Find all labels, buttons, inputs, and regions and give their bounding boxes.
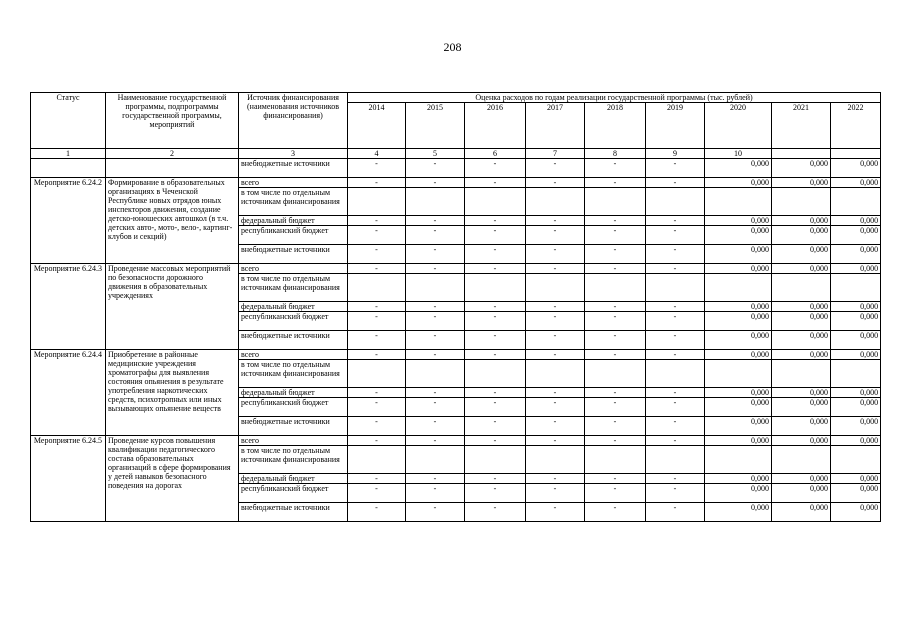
value-cell: 0,000 — [772, 159, 831, 178]
source-cell: всего — [239, 350, 348, 360]
dash-cell: - — [348, 216, 406, 226]
empty-cell — [348, 188, 406, 216]
source-cell: в том числе по отдельным источникам финансирования — [239, 274, 348, 302]
value-cell: 0,000 — [831, 398, 881, 417]
value-cell: 0,000 — [831, 331, 881, 350]
dash-cell: - — [465, 484, 526, 503]
year-header: 2014 — [348, 103, 406, 149]
empty-cell — [705, 188, 772, 216]
dash-cell: - — [348, 331, 406, 350]
value-cell: 0,000 — [831, 178, 881, 188]
value-cell: 0,000 — [705, 245, 772, 264]
source-cell: республиканский бюджет — [239, 312, 348, 331]
table-row — [31, 350, 881, 360]
source-cell: всего — [239, 436, 348, 446]
value-cell: 0,000 — [772, 178, 831, 188]
dash-cell: - — [585, 302, 646, 312]
value-cell: 0,000 — [705, 503, 772, 522]
value-cell: 0,000 — [831, 474, 881, 484]
value-cell: 0,000 — [705, 398, 772, 417]
name-cell: Проведение курсов повышения квалификации педагогического состава образовательных организаций в сфере формирования у детей навыков безопасного поведения на дорогах — [106, 436, 239, 522]
value-cell: 0,000 — [772, 474, 831, 484]
source-cell: республиканский бюджет — [239, 398, 348, 417]
dash-cell: - — [585, 503, 646, 522]
dash-cell: - — [585, 245, 646, 264]
source-cell: в том числе по отдельным источникам финансирования — [239, 188, 348, 216]
value-cell: 0,000 — [831, 216, 881, 226]
source-cell: всего — [239, 264, 348, 274]
dash-cell: - — [526, 312, 585, 331]
empty-cell — [585, 446, 646, 474]
column-number — [831, 149, 881, 159]
dash-cell: - — [406, 312, 465, 331]
column-number: 3 — [239, 149, 348, 159]
empty-cell — [772, 274, 831, 302]
value-cell: 0,000 — [705, 159, 772, 178]
dash-cell: - — [646, 331, 705, 350]
column-number: 2 — [106, 149, 239, 159]
dash-cell: - — [465, 474, 526, 484]
dash-cell: - — [585, 388, 646, 398]
value-cell: 0,000 — [772, 312, 831, 331]
dash-cell: - — [585, 436, 646, 446]
name-cell: Проведение массовых мероприятий по безопасности дорожного движения в образовательных учреждениях — [106, 264, 239, 350]
dash-cell: - — [406, 484, 465, 503]
value-cell: 0,000 — [831, 264, 881, 274]
dash-cell: - — [348, 484, 406, 503]
value-cell: 0,000 — [705, 226, 772, 245]
empty-cell — [705, 446, 772, 474]
dash-cell: - — [526, 503, 585, 522]
empty-cell — [406, 188, 465, 216]
value-cell: 0,000 — [831, 436, 881, 446]
status-cell: Мероприятие 6.24.5 — [31, 436, 106, 522]
value-cell: 0,000 — [705, 331, 772, 350]
empty-cell — [646, 446, 705, 474]
value-cell: 0,000 — [772, 226, 831, 245]
dash-cell: - — [465, 436, 526, 446]
value-cell: 0,000 — [705, 417, 772, 436]
dash-cell: - — [465, 226, 526, 245]
dash-cell: - — [526, 331, 585, 350]
dash-cell: - — [348, 264, 406, 274]
source-cell: внебюджетные источники — [239, 331, 348, 350]
value-cell: 0,000 — [831, 484, 881, 503]
source-cell: федеральный бюджет — [239, 302, 348, 312]
column-number — [772, 149, 831, 159]
value-cell: 0,000 — [705, 216, 772, 226]
empty-cell — [831, 360, 881, 388]
value-cell: 0,000 — [705, 388, 772, 398]
empty-cell — [585, 360, 646, 388]
value-cell: 0,000 — [831, 226, 881, 245]
dash-cell: - — [526, 264, 585, 274]
empty-cell — [348, 360, 406, 388]
dash-cell: - — [465, 417, 526, 436]
dash-cell: - — [526, 350, 585, 360]
dash-cell: - — [526, 216, 585, 226]
year-header: 2015 — [406, 103, 465, 149]
year-header: 2022 — [831, 103, 881, 149]
value-cell: 0,000 — [831, 159, 881, 178]
empty-cell — [772, 360, 831, 388]
empty-cell — [831, 274, 881, 302]
value-cell: 0,000 — [705, 312, 772, 331]
empty-cell — [526, 446, 585, 474]
dash-cell: - — [348, 159, 406, 178]
column-number: 7 — [526, 149, 585, 159]
dash-cell: - — [526, 226, 585, 245]
dash-cell: - — [406, 503, 465, 522]
dash-cell: - — [646, 398, 705, 417]
dash-cell: - — [585, 159, 646, 178]
dash-cell: - — [526, 159, 585, 178]
value-cell: 0,000 — [772, 484, 831, 503]
table-row — [31, 436, 881, 446]
value-cell: 0,000 — [772, 331, 831, 350]
dash-cell: - — [646, 302, 705, 312]
empty-cell — [526, 274, 585, 302]
dash-cell: - — [406, 159, 465, 178]
source-cell: внебюджетные источники — [239, 159, 348, 178]
dash-cell: - — [585, 226, 646, 245]
dash-cell: - — [465, 331, 526, 350]
dash-cell: - — [406, 388, 465, 398]
empty-cell — [406, 446, 465, 474]
dash-cell: - — [585, 474, 646, 484]
name-cell: Формирование в образовательных организациях в Чеченской Республике новых отрядов юных инспекторов движения, создание детско-юношеских автошкол (в т.ч. детских авто-, мото-, вело-, картинг-клубов и секций) — [106, 178, 239, 264]
empty-cell — [585, 188, 646, 216]
empty-cell — [831, 188, 881, 216]
dash-cell: - — [465, 178, 526, 188]
dash-cell: - — [646, 436, 705, 446]
table-row — [31, 264, 881, 274]
value-cell: 0,000 — [772, 350, 831, 360]
dash-cell: - — [465, 302, 526, 312]
empty-cell — [646, 360, 705, 388]
dash-cell: - — [646, 159, 705, 178]
source-cell: федеральный бюджет — [239, 388, 348, 398]
dash-cell: - — [465, 216, 526, 226]
table-row — [31, 178, 881, 188]
empty-cell — [465, 188, 526, 216]
dash-cell: - — [646, 226, 705, 245]
dash-cell: - — [406, 302, 465, 312]
dash-cell: - — [646, 474, 705, 484]
dash-cell: - — [526, 388, 585, 398]
value-cell: 0,000 — [705, 474, 772, 484]
budget-table — [30, 92, 881, 522]
dash-cell: - — [465, 350, 526, 360]
source-cell: республиканский бюджет — [239, 484, 348, 503]
dash-cell: - — [348, 436, 406, 446]
dash-cell: - — [406, 398, 465, 417]
status-cell — [31, 159, 106, 178]
empty-cell — [772, 446, 831, 474]
value-cell: 0,000 — [772, 264, 831, 274]
dash-cell: - — [465, 245, 526, 264]
header-name: Наименование государственной программы, подпрограммы государственной программы, мероприятий — [106, 93, 239, 149]
dash-cell: - — [348, 302, 406, 312]
dash-cell: - — [465, 503, 526, 522]
dash-cell: - — [646, 312, 705, 331]
dash-cell: - — [348, 474, 406, 484]
value-cell: 0,000 — [705, 484, 772, 503]
value-cell: 0,000 — [705, 178, 772, 188]
dash-cell: - — [465, 388, 526, 398]
empty-cell — [406, 360, 465, 388]
page-number: 208 — [443, 40, 462, 54]
column-numbers-row — [31, 149, 881, 159]
dash-cell: - — [585, 417, 646, 436]
value-cell: 0,000 — [705, 436, 772, 446]
dash-cell: - — [406, 350, 465, 360]
empty-cell — [585, 274, 646, 302]
empty-cell — [705, 360, 772, 388]
empty-cell — [465, 360, 526, 388]
dash-cell: - — [646, 216, 705, 226]
empty-cell — [465, 274, 526, 302]
column-number: 10 — [705, 149, 772, 159]
empty-cell — [705, 274, 772, 302]
dash-cell: - — [465, 398, 526, 417]
source-cell: республиканский бюджет — [239, 226, 348, 245]
dash-cell: - — [406, 216, 465, 226]
name-cell — [106, 159, 239, 178]
dash-cell: - — [526, 398, 585, 417]
dash-cell: - — [646, 264, 705, 274]
dash-cell: - — [406, 226, 465, 245]
value-cell: 0,000 — [705, 350, 772, 360]
empty-cell — [465, 446, 526, 474]
dash-cell: - — [646, 417, 705, 436]
dash-cell: - — [585, 331, 646, 350]
source-cell: федеральный бюджет — [239, 474, 348, 484]
status-cell: Мероприятие 6.24.3 — [31, 264, 106, 350]
dash-cell: - — [526, 484, 585, 503]
empty-cell — [772, 188, 831, 216]
header-status: Статус — [31, 93, 106, 149]
value-cell: 0,000 — [772, 216, 831, 226]
dash-cell: - — [406, 474, 465, 484]
empty-cell — [406, 274, 465, 302]
value-cell: 0,000 — [705, 302, 772, 312]
value-cell: 0,000 — [772, 302, 831, 312]
dash-cell: - — [348, 388, 406, 398]
value-cell: 0,000 — [831, 503, 881, 522]
dash-cell: - — [646, 178, 705, 188]
value-cell: 0,000 — [772, 388, 831, 398]
value-cell: 0,000 — [772, 245, 831, 264]
dash-cell: - — [348, 178, 406, 188]
dash-cell: - — [348, 226, 406, 245]
dash-cell: - — [585, 484, 646, 503]
empty-cell — [526, 188, 585, 216]
status-cell: Мероприятие 6.24.4 — [31, 350, 106, 436]
dash-cell: - — [526, 417, 585, 436]
name-cell: Приобретение в районные медицинские учреждения хроматографы для выявления состояния опьянения в результате употребления наркотических средств, психотропных или иных вызывающих опьянение веществ — [106, 350, 239, 436]
value-cell: 0,000 — [831, 417, 881, 436]
column-number: 4 — [348, 149, 406, 159]
empty-cell — [348, 274, 406, 302]
continuation-row — [31, 159, 881, 178]
dash-cell: - — [646, 484, 705, 503]
dash-cell: - — [406, 245, 465, 264]
value-cell: 0,000 — [831, 245, 881, 264]
column-number: 6 — [465, 149, 526, 159]
dash-cell: - — [646, 245, 705, 264]
dash-cell: - — [406, 436, 465, 446]
empty-cell — [646, 274, 705, 302]
value-cell: 0,000 — [831, 312, 881, 331]
column-number: 9 — [646, 149, 705, 159]
value-cell: 0,000 — [772, 398, 831, 417]
dash-cell: - — [646, 388, 705, 398]
source-cell: в том числе по отдельным источникам финансирования — [239, 446, 348, 474]
empty-cell — [348, 446, 406, 474]
dash-cell: - — [585, 398, 646, 417]
dash-cell: - — [348, 350, 406, 360]
dash-cell: - — [526, 474, 585, 484]
value-cell: 0,000 — [772, 436, 831, 446]
value-cell: 0,000 — [831, 388, 881, 398]
value-cell: 0,000 — [831, 302, 881, 312]
dash-cell: - — [585, 216, 646, 226]
dash-cell: - — [585, 178, 646, 188]
dash-cell: - — [406, 178, 465, 188]
year-header: 2020 — [705, 103, 772, 149]
empty-cell — [526, 360, 585, 388]
year-header: 2016 — [465, 103, 526, 149]
dash-cell: - — [526, 245, 585, 264]
source-cell: всего — [239, 178, 348, 188]
value-cell: 0,000 — [772, 417, 831, 436]
dash-cell: - — [406, 417, 465, 436]
header-source: Источник финансирования (наименования источников финансирования) — [239, 93, 348, 149]
dash-cell: - — [585, 264, 646, 274]
dash-cell: - — [348, 398, 406, 417]
dash-cell: - — [646, 350, 705, 360]
column-number: 5 — [406, 149, 465, 159]
column-number: 1 — [31, 149, 106, 159]
year-header: 2021 — [772, 103, 831, 149]
dash-cell: - — [585, 312, 646, 331]
empty-cell — [646, 188, 705, 216]
dash-cell: - — [646, 503, 705, 522]
dash-cell: - — [465, 264, 526, 274]
source-cell: федеральный бюджет — [239, 216, 348, 226]
dash-cell: - — [526, 436, 585, 446]
source-cell: внебюджетные источники — [239, 245, 348, 264]
dash-cell: - — [526, 302, 585, 312]
source-cell: внебюджетные источники — [239, 417, 348, 436]
year-header: 2018 — [585, 103, 646, 149]
dash-cell: - — [348, 245, 406, 264]
year-header: 2017 — [526, 103, 585, 149]
source-cell: в том числе по отдельным источникам финансирования — [239, 360, 348, 388]
dash-cell: - — [348, 503, 406, 522]
dash-cell: - — [406, 331, 465, 350]
status-cell: Мероприятие 6.24.2 — [31, 178, 106, 264]
header-estimate: Оценка расходов по годам реализации государственной программы (тыс. рублей) — [348, 93, 881, 103]
dash-cell: - — [526, 178, 585, 188]
dash-cell: - — [465, 312, 526, 331]
value-cell: 0,000 — [831, 350, 881, 360]
value-cell: 0,000 — [772, 503, 831, 522]
empty-cell — [831, 446, 881, 474]
source-cell: внебюджетные источники — [239, 503, 348, 522]
dash-cell: - — [348, 312, 406, 331]
dash-cell: - — [348, 417, 406, 436]
value-cell: 0,000 — [705, 264, 772, 274]
column-number: 8 — [585, 149, 646, 159]
dash-cell: - — [465, 159, 526, 178]
dash-cell: - — [585, 350, 646, 360]
year-header: 2019 — [646, 103, 705, 149]
dash-cell: - — [406, 264, 465, 274]
